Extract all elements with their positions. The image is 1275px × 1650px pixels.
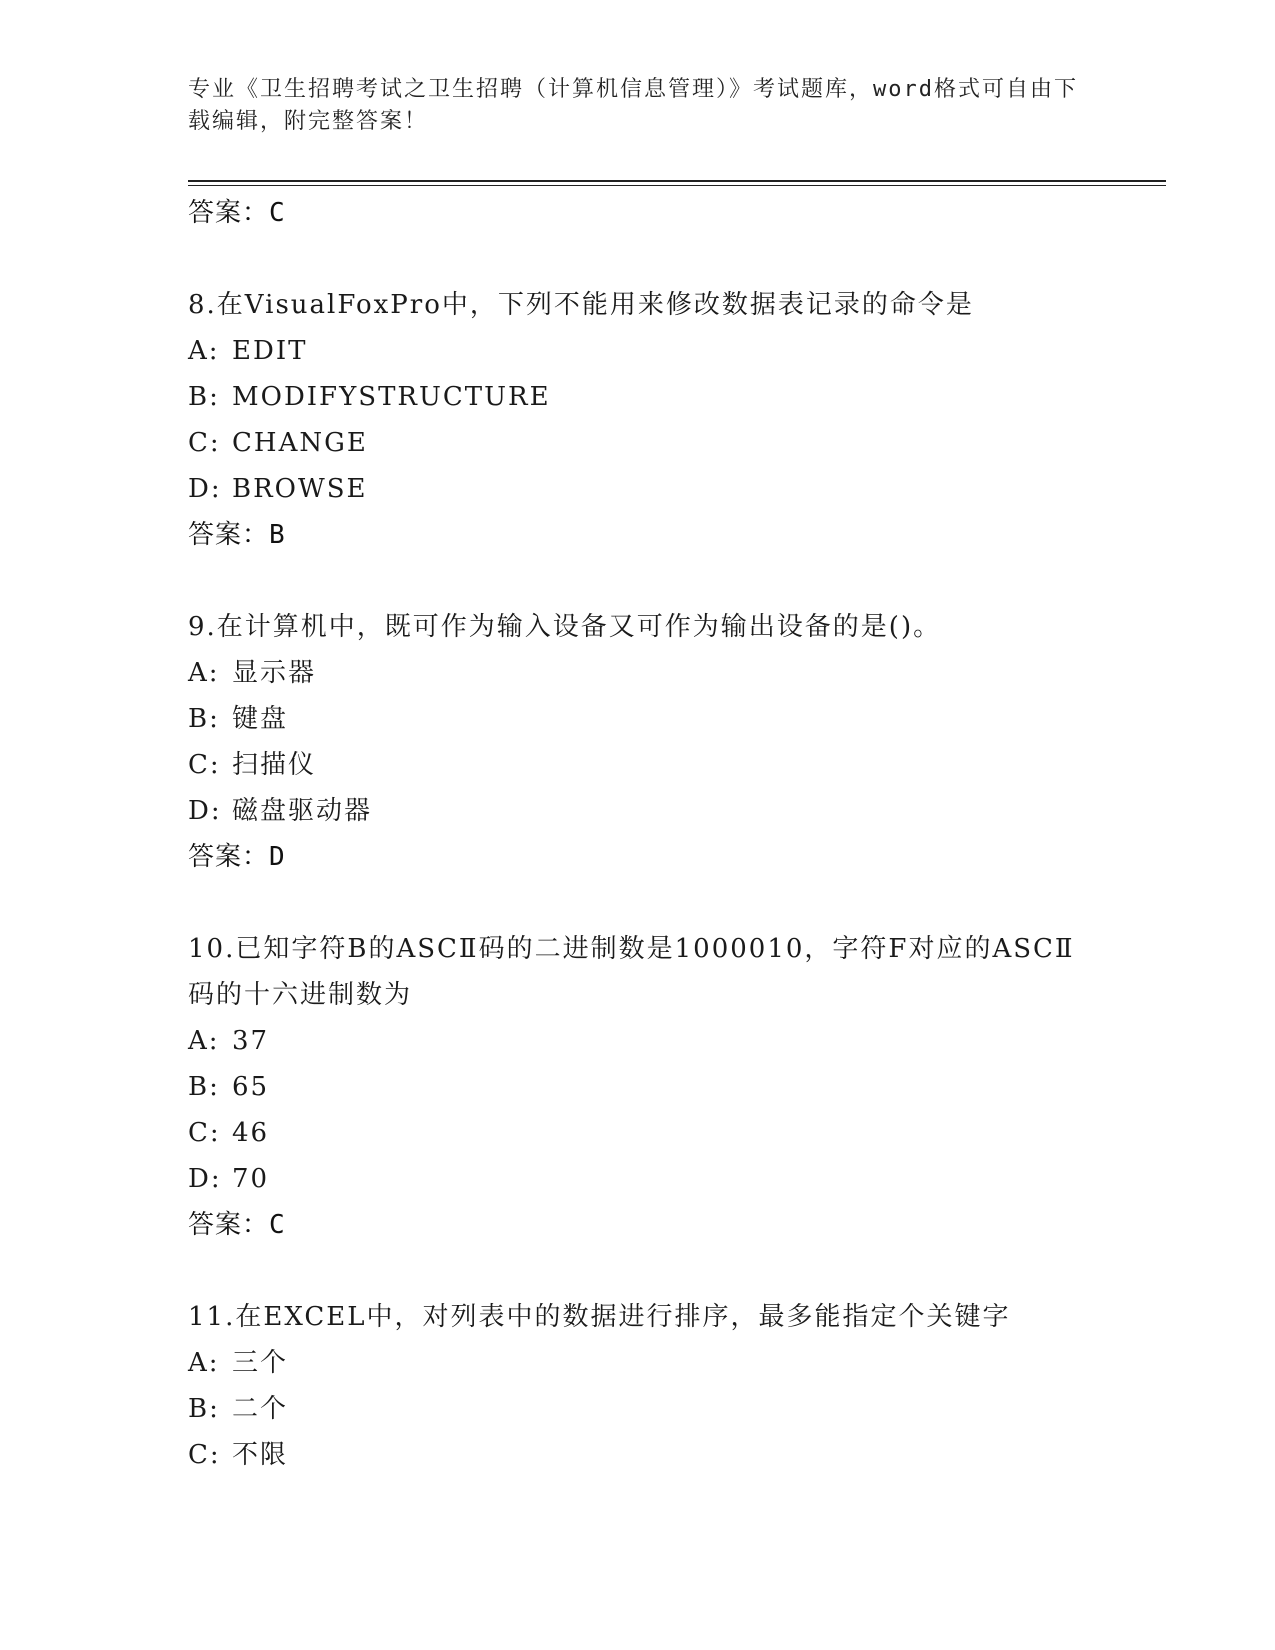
option-item	[188, 650, 1148, 696]
option-text: 键盘	[232, 704, 289, 734]
answer-line: 答案：D	[188, 842, 286, 872]
option-item	[188, 420, 1148, 466]
option-item	[188, 328, 1148, 374]
answer-line: 答案：C	[188, 1210, 286, 1240]
header-rule-thin	[188, 185, 1166, 186]
question-text: 11.在EXCEL中，对列表中的数据进行排序，最多能指定个关键字	[188, 1302, 1011, 1332]
option-text: 扫描仪	[232, 750, 317, 780]
option-item	[188, 1386, 1148, 1432]
option-label: C:	[188, 1118, 221, 1148]
option-label: D:	[188, 796, 222, 826]
question-block	[188, 1294, 1148, 1478]
option-item	[188, 1018, 1148, 1064]
option-text: 46	[232, 1118, 270, 1148]
option-label: A:	[188, 1348, 220, 1378]
question-list	[188, 190, 1148, 1478]
question-block	[188, 282, 1148, 558]
option-text: 二个	[232, 1394, 289, 1424]
option-text: 70	[232, 1164, 270, 1194]
option-label: B:	[188, 1072, 220, 1102]
option-text: BROWSE	[232, 474, 368, 504]
option-text: EDIT	[232, 336, 308, 366]
option-item	[188, 742, 1148, 788]
option-item	[188, 696, 1148, 742]
option-label: C:	[188, 1440, 221, 1470]
option-item	[188, 788, 1148, 834]
answer-line: 答案：B	[188, 520, 286, 550]
document-header: 专业《卫生招聘考试之卫生招聘（计算机信息管理）》考试题库，word格式可自由下载编辑，附完整答案！	[188, 77, 1078, 134]
option-label: A:	[188, 658, 220, 688]
option-item	[188, 374, 1148, 420]
question-text: 10.已知字符B的ASCⅡ码的二进制数是1000010，字符F对应的ASCⅡ码的十六进制数为	[188, 934, 1075, 1010]
option-label: A:	[188, 336, 220, 366]
option-text: 65	[232, 1072, 270, 1102]
option-text: 不限	[232, 1440, 289, 1470]
option-item	[188, 466, 1148, 512]
option-label: A:	[188, 1026, 220, 1056]
option-label: B:	[188, 382, 220, 412]
option-label: C:	[188, 428, 221, 458]
option-item	[188, 1156, 1148, 1202]
option-text: 三个	[232, 1348, 289, 1378]
option-text: MODIFYSTRUCTURE	[232, 382, 551, 412]
option-item	[188, 1432, 1148, 1478]
option-text: 磁盘驱动器	[232, 796, 373, 826]
question-block	[188, 604, 1148, 880]
question-block	[188, 926, 1148, 1248]
option-text: 显示器	[232, 658, 317, 688]
option-text: 37	[232, 1026, 270, 1056]
option-label: C:	[188, 750, 221, 780]
option-text: CHANGE	[232, 428, 368, 458]
option-item	[188, 1110, 1148, 1156]
question-text: 9.在计算机中，既可作为输入设备又可作为输出设备的是()。	[188, 612, 942, 642]
option-item	[188, 1340, 1148, 1386]
option-item	[188, 1064, 1148, 1110]
option-label: B:	[188, 1394, 220, 1424]
option-label: D:	[188, 474, 222, 504]
header-rule-thick	[188, 180, 1166, 182]
answer-line: 答案：C	[188, 198, 286, 228]
option-label: D:	[188, 1164, 222, 1194]
question-text: 8.在VisualFoxPro中，下列不能用来修改数据表记录的命令是	[188, 290, 974, 320]
option-label: B:	[188, 704, 220, 734]
